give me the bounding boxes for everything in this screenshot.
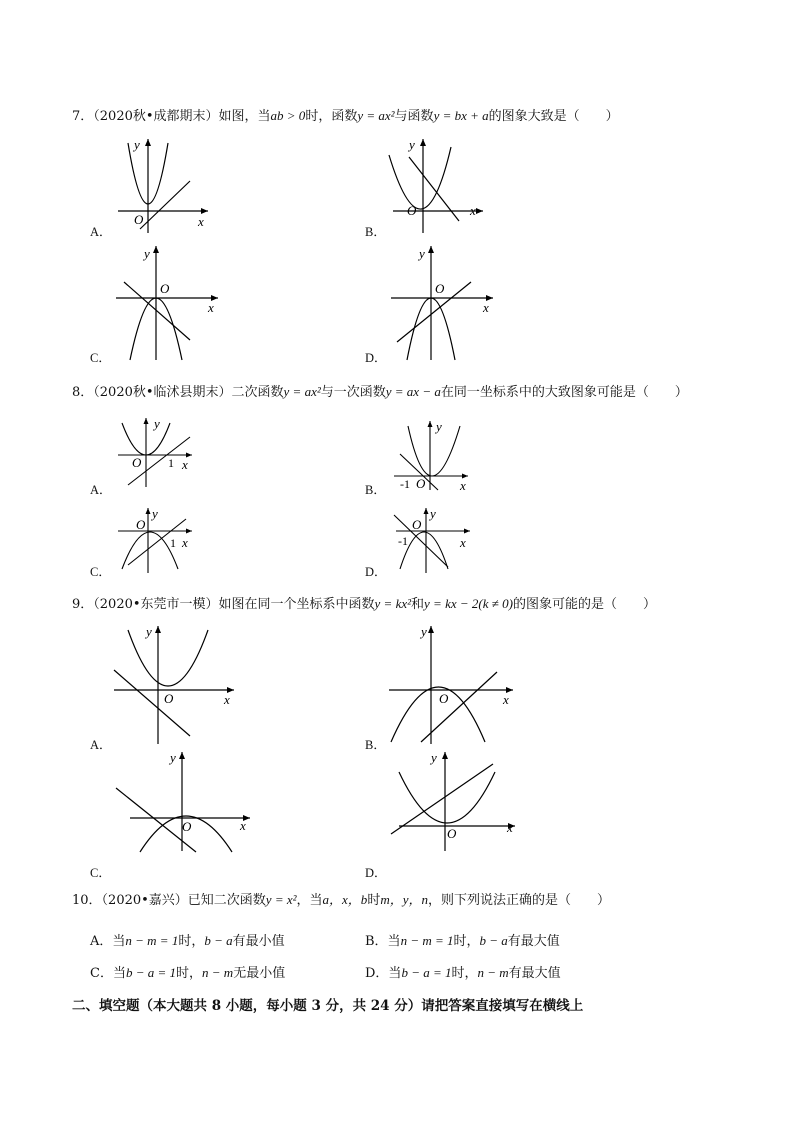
y-label: y bbox=[152, 506, 158, 521]
q9-graph-d bbox=[385, 748, 520, 853]
q8-graph-d bbox=[390, 505, 480, 575]
x-label: x bbox=[182, 457, 188, 472]
q9-option-a[interactable]: A． bbox=[90, 738, 112, 752]
q7-graph-b bbox=[385, 135, 495, 235]
q8-graph-b bbox=[390, 418, 480, 493]
q8-option-d[interactable]: D． bbox=[365, 565, 387, 579]
origin-label: O bbox=[439, 691, 449, 706]
q10-choice-d[interactable]: D．当b − a = 1时，n − m有最大值 bbox=[365, 965, 561, 981]
tick-neg-one: -1 bbox=[398, 534, 408, 548]
y-label: y bbox=[431, 750, 437, 765]
section-2-title: 二、填空题（本大题共 8 小题，每小题 3 分，共 24 分）请把答案直接填写在横线上 bbox=[72, 998, 584, 1014]
q9-option-c[interactable]: C． bbox=[90, 866, 111, 880]
q8-graph-c bbox=[110, 505, 200, 575]
y-label: y bbox=[154, 416, 160, 431]
y-label: y bbox=[146, 624, 152, 639]
y-label: y bbox=[409, 137, 415, 152]
origin-label: O bbox=[435, 281, 445, 296]
tick-one: 1 bbox=[168, 456, 174, 470]
x-label: x bbox=[460, 478, 466, 493]
q9-option-b[interactable]: B． bbox=[365, 738, 386, 752]
origin-label: O bbox=[136, 517, 146, 532]
x-label: x bbox=[198, 214, 204, 229]
x-label: x bbox=[483, 300, 489, 315]
x-label: x bbox=[507, 820, 513, 835]
q7-stem: 7．（2020秋•成都期末）如图，当ab > 0时，函数y = ax²与函数y = bx + a的图象大致是（ ） bbox=[72, 108, 619, 124]
origin-label: O bbox=[447, 826, 457, 841]
q10-stem: 10．（2020•嘉兴）已知二次函数y = x²，当a，x，b时m，y，n，则下列说法正确的是（ ） bbox=[72, 892, 611, 908]
x-label: x bbox=[240, 818, 246, 833]
q8-graph-a bbox=[110, 415, 200, 490]
y-label: y bbox=[144, 246, 150, 261]
origin-label: O bbox=[407, 203, 417, 218]
y-label: y bbox=[436, 419, 442, 434]
origin-label: O bbox=[412, 517, 422, 532]
q9-graph-c bbox=[110, 748, 255, 853]
x-label: x bbox=[503, 692, 509, 707]
origin-label: O bbox=[416, 476, 426, 491]
q10-choice-a[interactable]: A．当n − m = 1时，b − a有最小值 bbox=[90, 933, 285, 949]
y-label: y bbox=[421, 624, 427, 639]
q8-option-b[interactable]: B． bbox=[365, 483, 386, 497]
q8-option-a[interactable]: A． bbox=[90, 483, 112, 497]
origin-label: O bbox=[182, 819, 192, 834]
q8-stem: 8．（2020秋•临沭县期末）二次函数y = ax²与一次函数y = ax − a在同一坐标系中的大致图象可能是（ ） bbox=[72, 384, 688, 400]
q7-graph-d bbox=[385, 242, 500, 362]
q7-option-a[interactable]: A． bbox=[90, 225, 112, 239]
origin-label: O bbox=[164, 691, 174, 706]
x-label: x bbox=[460, 535, 466, 550]
y-label: y bbox=[170, 750, 176, 765]
x-label: x bbox=[182, 535, 188, 550]
q9-graph-b bbox=[385, 622, 520, 747]
q10-choice-c[interactable]: C．当b − a = 1时，n − m无最小值 bbox=[90, 965, 286, 981]
q8-option-c[interactable]: C． bbox=[90, 565, 111, 579]
tick-neg-one: -1 bbox=[400, 477, 410, 491]
q7-graph-c bbox=[110, 242, 225, 362]
x-label: x bbox=[224, 692, 230, 707]
x-label: x bbox=[208, 300, 214, 315]
origin-label: O bbox=[134, 212, 144, 227]
q9-stem: 9．（2020•东莞市一模）如图在同一个坐标系中函数y = kx²和y = kx − 2(k ≠ 0)的图象可能的是（ ） bbox=[72, 596, 656, 612]
q7-graph-a bbox=[110, 135, 220, 235]
q10-choice-b[interactable]: B．当n − m = 1时，b − a有最大值 bbox=[365, 933, 560, 949]
origin-label: O bbox=[132, 455, 142, 470]
tick-one: 1 bbox=[170, 536, 176, 550]
q7-option-b[interactable]: B． bbox=[365, 225, 386, 239]
origin-label: O bbox=[160, 281, 170, 296]
x-label: x bbox=[470, 203, 476, 218]
y-label: y bbox=[134, 137, 140, 152]
q9-graph-a bbox=[110, 622, 240, 747]
y-label: y bbox=[419, 246, 425, 261]
q7-option-c[interactable]: C． bbox=[90, 351, 111, 365]
q9-option-d[interactable]: D． bbox=[365, 866, 387, 880]
q7-option-d[interactable]: D． bbox=[365, 351, 387, 365]
y-label: y bbox=[430, 506, 436, 521]
